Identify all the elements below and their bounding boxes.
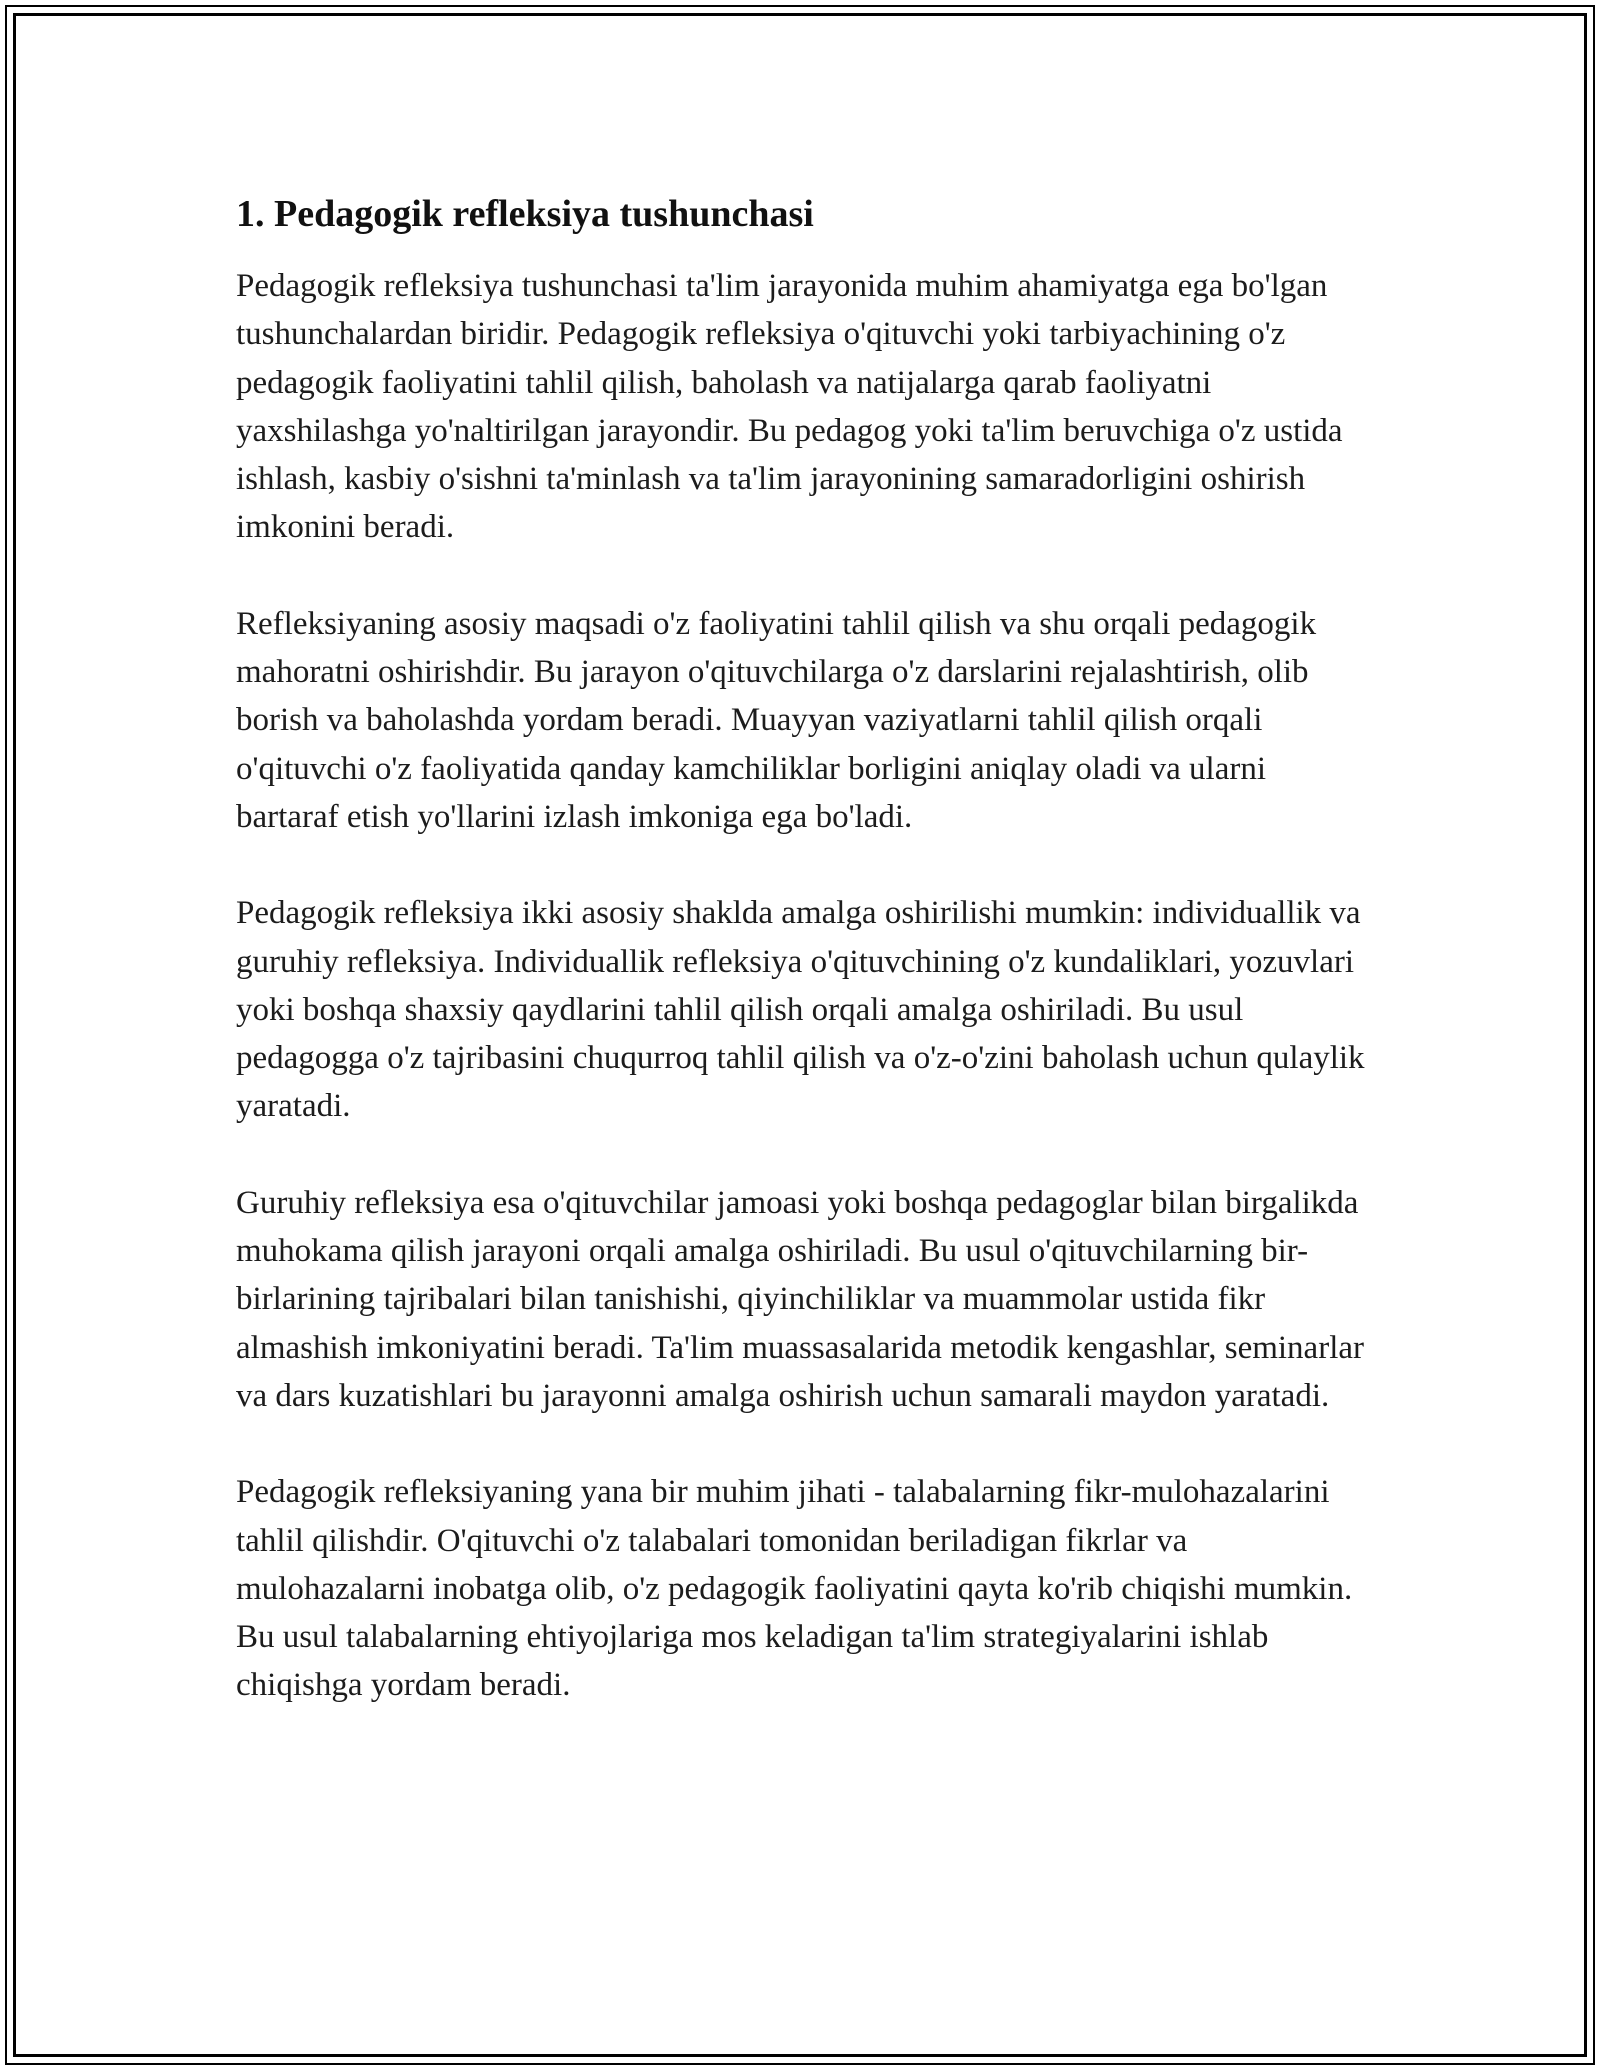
section-heading: 1. Pedagogik refleksiya tushunchasi [236, 193, 814, 235]
paragraph-forms: Pedagogik refleksiya ikki asosiy shaklda amalga oshirilishi mumkin: individuallik va guruhiy refleksiya. Individuallik refleksiya o'qituvchining o'z kundaliklari, yozuvlari yoki boshqa shaxsiy qaydlarini tahlil qilish orqali amalga oshiriladi. Bu usul pedagogga o'z tajribasini chuqurroq tahlil qilish va o'z-o'zini baholash uchun qulaylik yaratadi. [236, 895, 1365, 1125]
paragraph-intro: Pedagogik refleksiya tushunchasi ta'lim jarayonida muhim ahamiyatga ega bo'lgan tushunchalardan biridir. Pedagogik refleksiya o'qituvchi yoki tarbiyachining o'z pedagogik faoliyatini tahlil qilish, baholash va natijalarga qarab faoliyatni yaxshilashga yo'naltirilgan jarayondir. Bu pedagog yoki ta'lim beruvchiga o'z ustida ishlash, kasbiy o'sishni ta'minlash va ta'lim jarayonining samaradorligini oshirish imkonini beradi. [236, 268, 1343, 546]
paragraph-student-feedback: Pedagogik refleksiyaning yana bir muhim jihati - talabalarning fikr-mulohazalarini tahlil qilishdir. O'qituvchi o'z talabalari tomonidan beriladigan fikrlar va mulohazalarni inobatga olib, o'z pedagogik faoliyatini qayta ko'rib chiqishi mumkin. Bu usul talabalarning ehtiyojlariga mos keladigan ta'lim strategiyalarini ishlab chiqishga yordam beradi. [236, 1474, 1353, 1704]
document-body [236, 190, 1366, 1710]
paragraph-group-reflection: Guruhiy refleksiya esa o'qituvchilar jamoasi yoki boshqa pedagoglar bilan birgalikda muhokama qilish jarayoni orqali amalga oshiriladi. Bu usul o'qituvchilarning bir-birlarining tajribalari bilan tanishishi, qiyinchiliklar va muammolar ustida fikr almashish imkoniyatini beradi. Ta'lim muassasalarida metodik kengashlar, seminarlar va dars kuzatishlari bu jarayonni amalga oshirish uchun samarali maydon yaratadi. [236, 1184, 1364, 1414]
paragraph-purpose: Refleksiyaning asosiy maqsadi o'z faoliyatini tahlil qilish va shu orqali pedagogik mahoratni oshirishdir. Bu jarayon o'qituvchilarga o'z darslarini rejalashtirish, olib borish va baholashda yordam beradi. Muayyan vaziyatlarni tahlil qilish orqali o'qituvchi o'z faoliyatida qanday kamchiliklar borligini aniqlay oladi va ularni bartaraf etish yo'llarini izlash imkoniga ega bo'ladi. [236, 605, 1317, 835]
